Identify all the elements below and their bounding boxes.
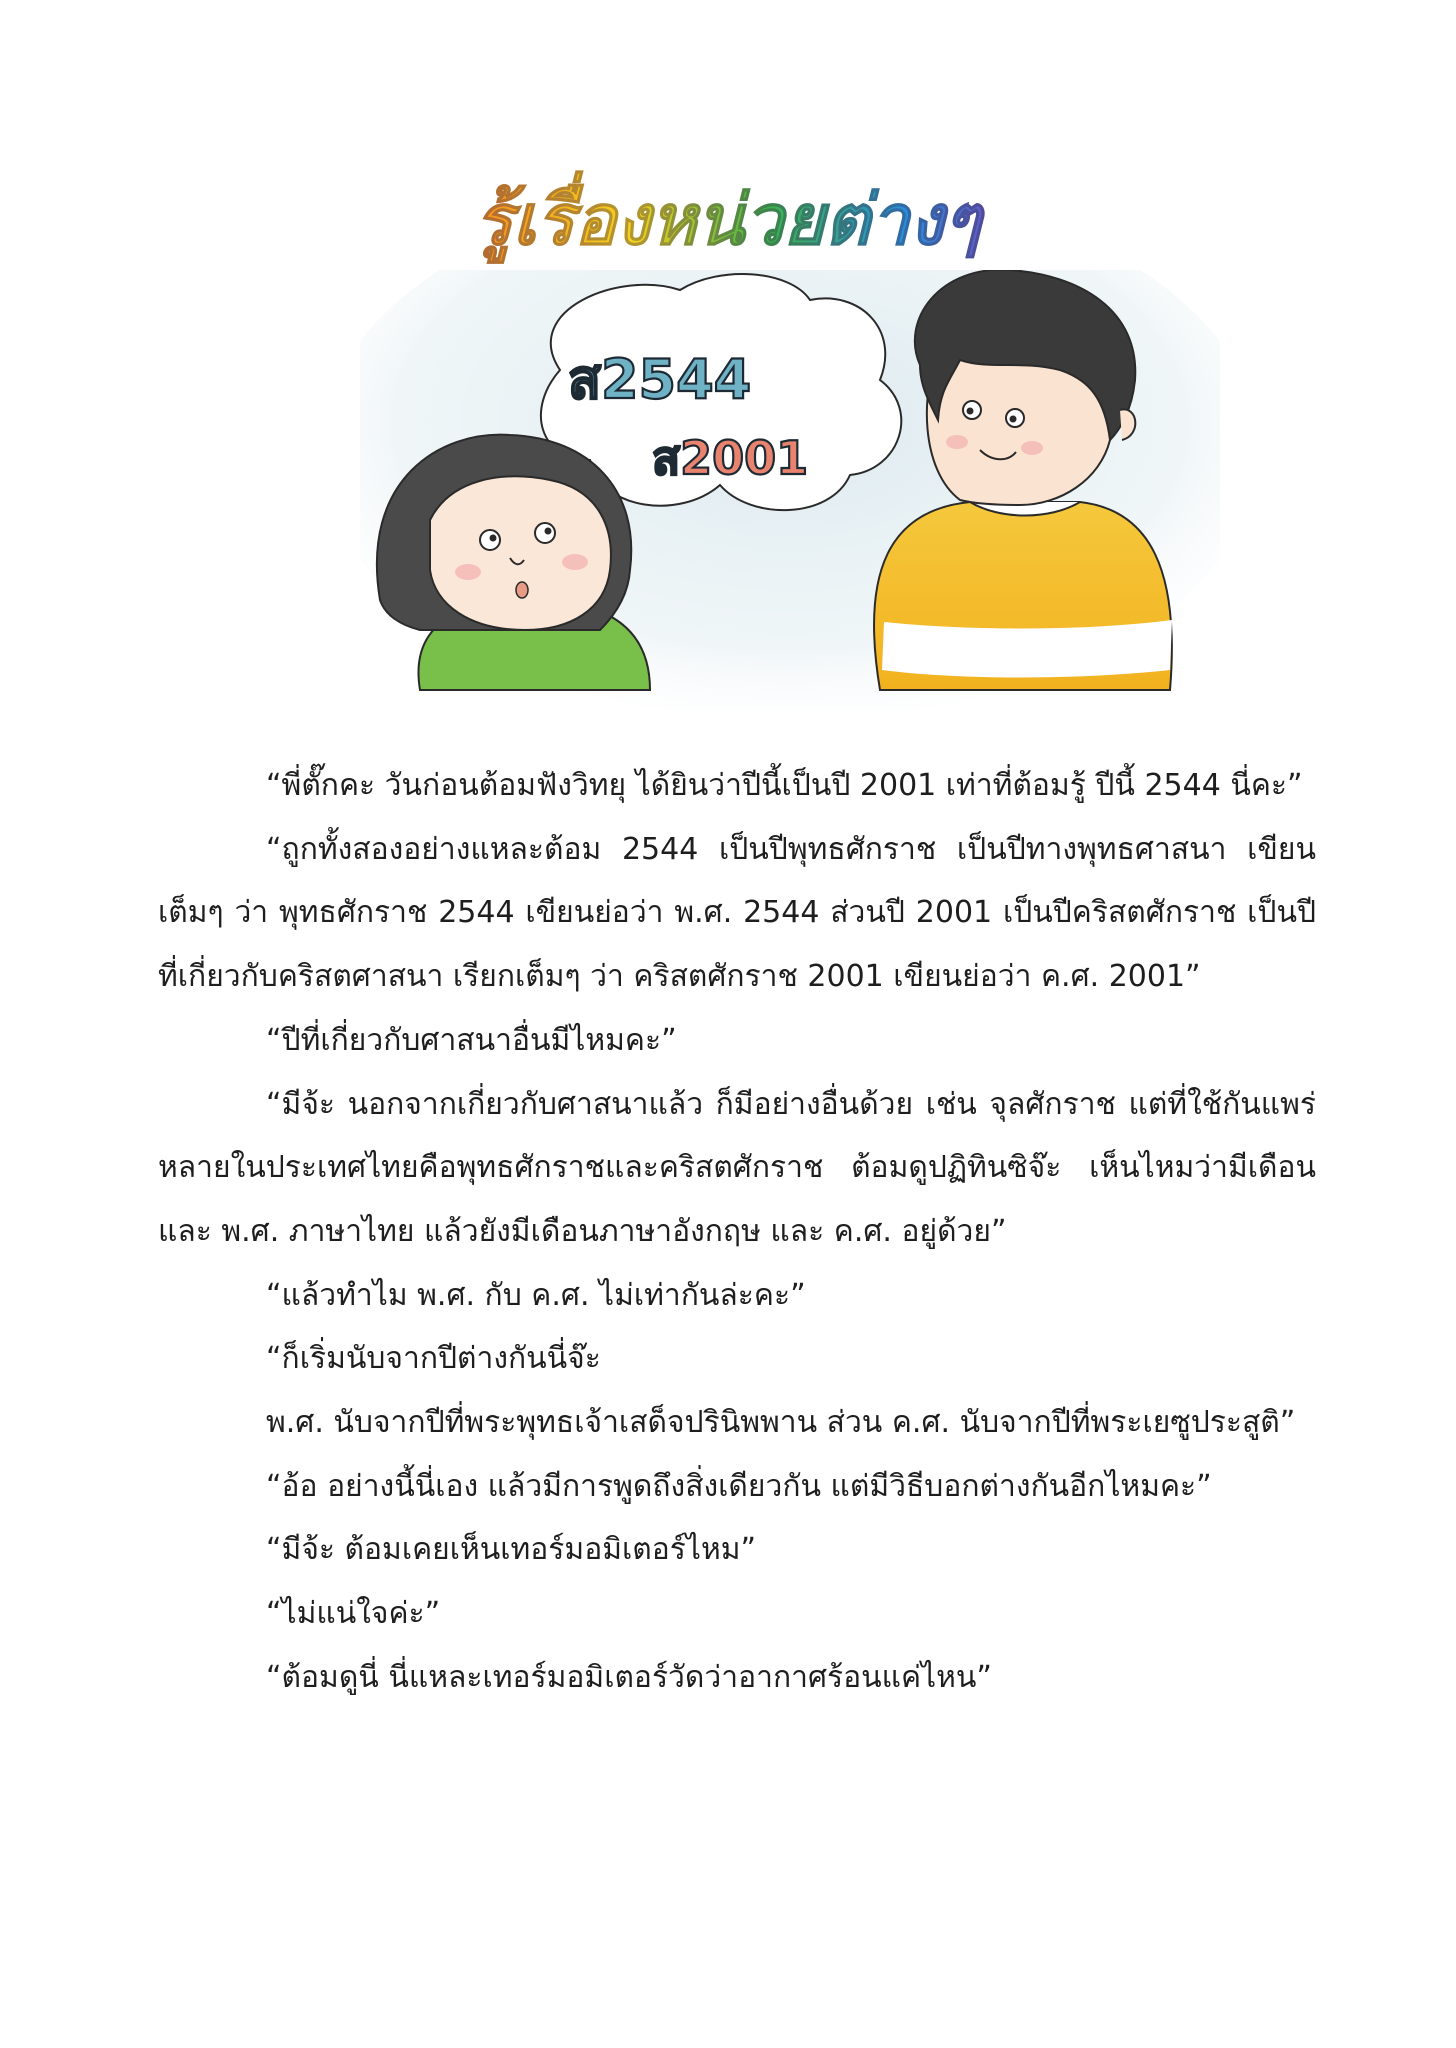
bubble-year-be: ส2544 [568, 348, 752, 411]
paragraph: “ปีที่เกี่ยวกับศาสนาอื่นมีไหมคะ” [266, 1022, 677, 1058]
paragraph: “มีจ้ะ นอกจากเกี่ยวกับศาสนาแล้ว ก็มีอย่างอื่นด้วย เช่น จุลศักราช แต่ที่ใช้กันแพร่หลายในประเทศไทยคือพุทธศักราชและคริสตศักราช ต้อมดูปฏิทินซิจ๊ะ เห็นไหมว่ามีเดือน และ พ.ศ. ภาษาไทย แล้วยังมีเดือนภาษาอังกฤษ และ ค.ศ. อยู่ด้วย” [158, 1086, 1316, 1249]
illustration [360, 270, 1220, 710]
paragraph: “อ้อ อย่างนี้นี่เอง แล้วมีการพูดถึงสิ่งเดียวกัน แต่มีวิธีบอกต่างกันอีกไหมคะ” [266, 1468, 1212, 1504]
story-text [158, 754, 1316, 1710]
paragraph: “พี่ตั๊กคะ วันก่อนต้อมฟังวิทยุ ได้ยินว่าปีนี้เป็นปี 2001 เท่าที่ต้อมรู้ ปีนี้ 2544 นี่คะ” [266, 768, 1303, 803]
paragraph: “ไม่แน่ใจค่ะ” [266, 1596, 441, 1632]
bubble-year-ad: ส2001 [652, 431, 809, 485]
page-title: รู้เรื่องหน่วยต่างๆ [328, 170, 1128, 270]
paragraph: “ก็เริ่มนับจากปีต่างกันนี่จ๊ะ [266, 1341, 601, 1377]
paragraph: “แล้วทำไม พ.ศ. กับ ค.ศ. ไม่เท่ากันล่ะคะ” [266, 1277, 806, 1313]
paragraph: “ต้อมดูนี่ นี่แหละเทอร์มอมิเตอร์วัดว่าอากาศร้อนแค่ไหน” [266, 1659, 992, 1695]
paragraph: “มีจ้ะ ต้อมเคยเห็นเทอร์มอมิเตอร์ไหม” [266, 1532, 757, 1568]
paragraph: “ถูกทั้งสองอย่างแหละต้อม 2544 เป็นปีพุทธศักราช เป็นปีทางพุทธศาสนา เขียนเต็มๆ ว่า พุทธศักราช 2544 เขียนย่อว่า พ.ศ. 2544 ส่วนปี 2001 เป็นปีคริสตศักราช เป็นปีที่เกี่ยวกับคริสตศาสนา เรียกเต็มๆ ว่า คริสตศักราช 2001 เขียนย่อว่า ค.ศ. 2001” [158, 831, 1316, 995]
paragraph: พ.ศ. นับจากปีที่พระพุทธเจ้าเสด็จปรินิพพาน ส่วน ค.ศ. นับจากปีที่พระเยซูประสูติ” [266, 1405, 1296, 1441]
